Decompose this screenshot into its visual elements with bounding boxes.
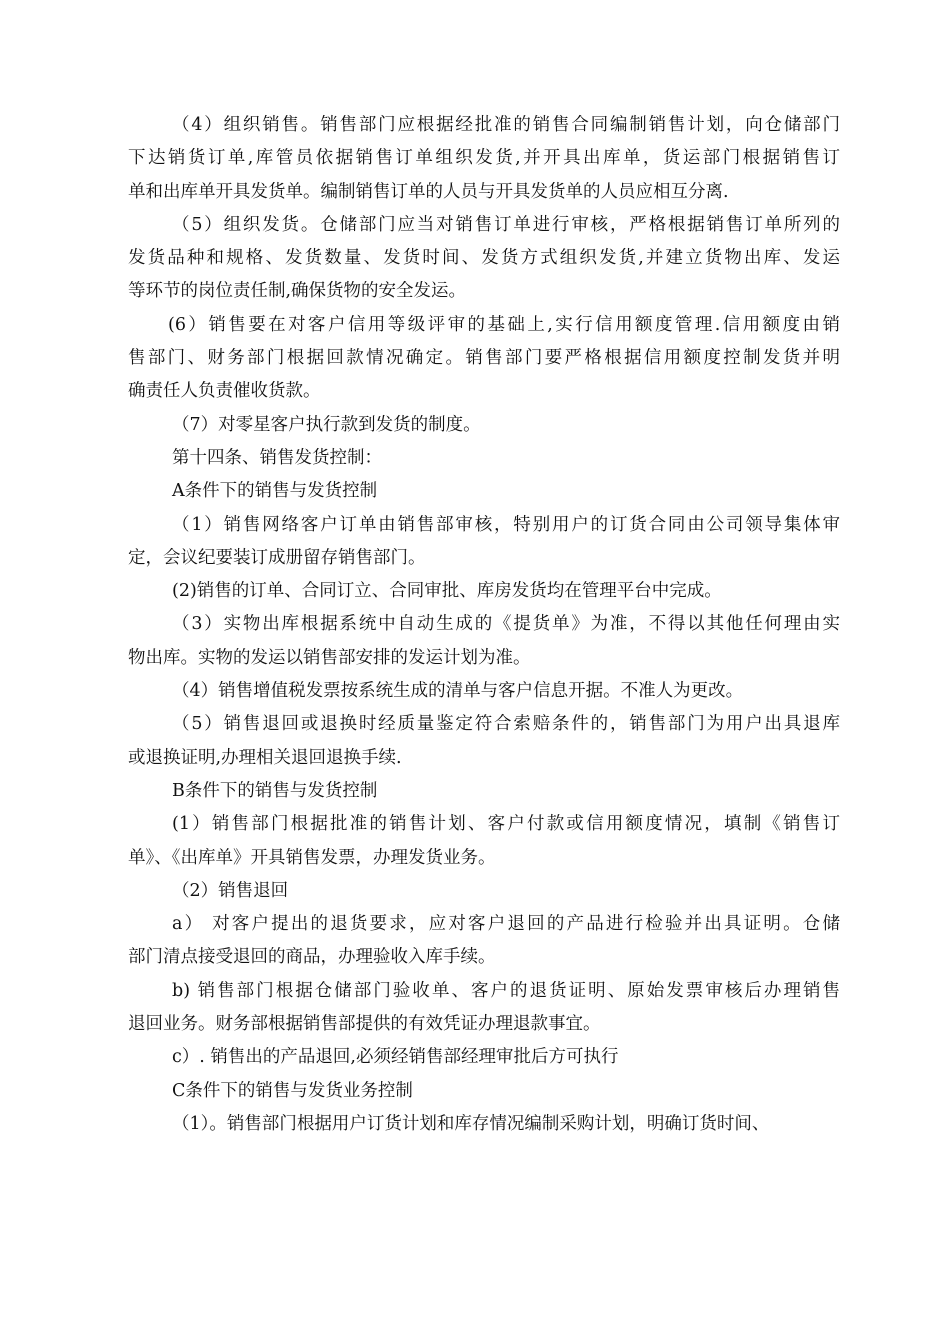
paragraph-line: b) 销售部门根据仓储部门验收单、客户的退货证明、原始发票审核后办理销售 xyxy=(172,980,840,1001)
paragraph-line: 单》、《出库单》开具销售发票，办理发货业务。 xyxy=(128,847,496,868)
paragraph-line: B条件下的销售与发货控制 xyxy=(172,780,378,801)
paragraph-line: 退回业务。财务部根据销售部提供的有效凭证办理退款事宜。 xyxy=(128,1014,601,1035)
paragraph xyxy=(128,409,840,442)
paragraph-line: 定，会议纪要装订成册留存销售部门。 xyxy=(128,547,426,568)
paragraph xyxy=(128,1108,840,1141)
paragraph xyxy=(128,475,840,508)
paragraph-line: （3）实物出库根据系统中自动生成的《提货单》为准，不得以其他任何理由实 xyxy=(172,614,840,635)
paragraph xyxy=(128,808,840,875)
paragraph xyxy=(128,109,840,209)
paragraph-line: （5）组织发货。仓储部门应当对销售订单进行审核，严格根据销售订单所列的 xyxy=(172,214,840,235)
paragraph-line: 或退换证明,办理相关退回退换手续. xyxy=(128,747,402,768)
paragraph-line: 第十四条、销售发货控制： xyxy=(172,447,382,468)
paragraph-line: C条件下的销售与发货业务控制 xyxy=(172,1080,413,1101)
paragraph-line: 物出库。实物的发运以销售部安排的发运计划为准。 xyxy=(128,647,531,668)
paragraph-line: 单和出库单开具发货单。编制销售订单的人员与开具发货单的人员应相互分离. xyxy=(128,181,729,202)
paragraph xyxy=(128,708,840,775)
paragraph-line: （4）销售增值税发票按系统生成的清单与客户信息开据。不准人为更改。 xyxy=(172,681,744,702)
paragraph-line: （2）销售退回 xyxy=(172,880,289,901)
paragraph-line: （5）销售退回或退换时经质量鉴定符合索赔条件的，销售部门为用户出具退库 xyxy=(172,714,840,735)
paragraph xyxy=(128,608,840,675)
document-body xyxy=(128,109,840,1141)
paragraph xyxy=(128,875,840,908)
paragraph xyxy=(128,975,840,1042)
paragraph-line: 下达销货订单,库管员依据销售订单组织发货,并开具出库单，货运部门根据销售订 xyxy=(128,148,840,169)
paragraph-line: (6）销售要在对客户信用等级评审的基础上,实行信用额度管理.信用额度由销 xyxy=(168,314,840,335)
paragraph-line: (1）销售部门根据批准的销售计划、客户付款或信用额度情况，填制《销售订 xyxy=(172,814,840,835)
paragraph-line: 售部门、财务部门根据回款情况确定。销售部门要严格根据信用额度控制发货并明 xyxy=(128,348,840,369)
paragraph xyxy=(128,908,840,975)
paragraph-line: （1）。销售部门根据用户订货计划和库存情况编制采购计划，明确订货时间、 xyxy=(172,1113,770,1134)
paragraph xyxy=(128,209,840,309)
paragraph-line: 确责任人负责催收货款。 xyxy=(128,381,321,402)
paragraph-line: (2)销售的订单、合同订立、合同审批、库房发货均在管理平台中完成。 xyxy=(172,581,722,602)
paragraph-line: （7）对零星客户执行款到发货的制度。 xyxy=(172,414,481,435)
paragraph xyxy=(128,775,840,808)
paragraph-line: c）. 销售出的产品退回,必须经销售部经理审批后方可执行 xyxy=(172,1047,619,1068)
paragraph xyxy=(128,309,840,409)
paragraph xyxy=(128,675,840,708)
paragraph-line: 发货品种和规格、发货数量、发货时间、发货方式组织发货,并建立货物出库、发运 xyxy=(128,248,840,269)
paragraph-line: 部门清点接受退回的商品，办理验收入库手续。 xyxy=(128,947,496,968)
paragraph-line: （4）组织销售。销售部门应根据经批准的销售合同编制销售计划，向仓储部门 xyxy=(172,115,840,135)
paragraph-line: a） 对客户提出的退货要求，应对客户退回的产品进行检验并出具证明。仓储 xyxy=(172,914,840,935)
paragraph-line: 等环节的岗位责任制,确保货物的安全发运。 xyxy=(128,281,467,302)
paragraph xyxy=(128,1041,840,1074)
paragraph xyxy=(128,575,840,608)
paragraph-line: A条件下的销售与发货控制 xyxy=(172,481,378,502)
paragraph xyxy=(128,442,840,475)
paragraph xyxy=(128,509,840,576)
paragraph-line: （1）销售网络客户订单由销售部审核，特别用户的订货合同由公司领导集体审 xyxy=(172,514,840,535)
paragraph xyxy=(128,1075,840,1108)
